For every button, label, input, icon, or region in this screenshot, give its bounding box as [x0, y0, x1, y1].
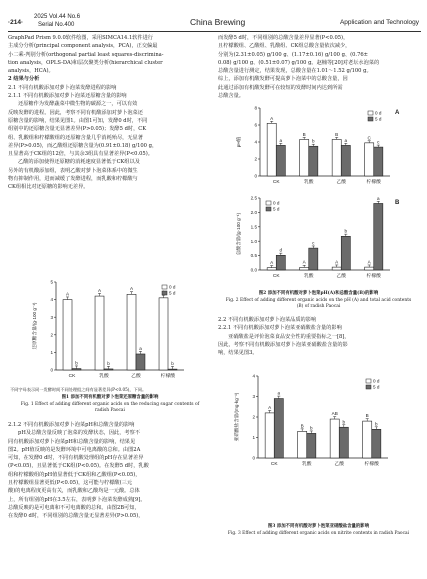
y-tick-label: 2 — [254, 156, 257, 162]
figure-1-caption-cn: 图1 添加不同有机酸对萝卜泡菜还原糖含量的影响 — [61, 395, 159, 400]
left-column-bottom — [8, 421, 209, 521]
figure-1-caption-en: Fig. 1 Effect of adding different organic acids on the reducing sugar contents of radish Paocai — [20, 402, 200, 413]
x-tick-label: 乳酸 — [303, 180, 314, 185]
section-heading-2-1: 2.1 不同有机酸添加对萝卜泡菜发酵进程的影响 — [8, 84, 117, 91]
x-tick-label: 柠檬酸 — [366, 274, 381, 279]
bar — [265, 413, 274, 458]
significance-label: a — [279, 137, 283, 143]
bar — [127, 294, 136, 370]
bar — [63, 300, 72, 370]
figure-3-chart — [232, 370, 404, 470]
bar — [365, 143, 374, 176]
significance-label: a — [139, 345, 142, 351]
bar — [95, 296, 104, 370]
bar — [159, 298, 168, 370]
bar — [332, 139, 341, 176]
significance-label: a — [277, 390, 281, 396]
y-axis-label: pH值 — [236, 136, 241, 148]
paragraph-nitrite: 亚硝酸盐是评价泡菜食品安全性的重要指标之一[8]， 因此，考察不同有机酸添加对萝卜泡菜亚硝酸盐含量的影 响，结果见图3。 — [218, 333, 350, 357]
y-tick-label: 8 — [254, 105, 257, 111]
section-heading-2-2: 2.2 不同有机酸添加对萝卜泡菜品质的影响 — [218, 317, 317, 323]
y-tick-label: 0 — [252, 455, 255, 461]
y-tick-label: 0 — [254, 173, 257, 179]
y-tick-label: 0.5 — [250, 253, 257, 259]
bar — [307, 433, 316, 458]
bar — [374, 203, 383, 270]
y-tick-label: 2.0 — [250, 210, 257, 215]
y-axis-label: 总酸含量/(g·100 g⁻¹) — [236, 212, 241, 256]
right-column — [218, 34, 419, 100]
legend-label: 5 d — [273, 206, 280, 212]
legend-swatch — [266, 201, 271, 205]
serial-info: Serial No.400 — [38, 22, 75, 28]
legend-label: 5 d — [169, 290, 176, 296]
y-axis-label: 亚硝酸盐含量/(mg·kg⁻¹) — [234, 392, 239, 442]
y-tick-label: 3 — [50, 314, 53, 320]
bar — [332, 267, 341, 270]
significance-label: A — [270, 115, 274, 121]
bar — [309, 248, 318, 270]
bar — [309, 146, 318, 176]
bar — [136, 354, 145, 370]
y-tick-label: 4 — [50, 297, 53, 303]
significance-label: B — [300, 423, 304, 429]
y-tick-label: 2.5 — [250, 195, 257, 201]
significance-label: b — [344, 228, 348, 234]
right-column-middle — [218, 316, 419, 357]
legend-label: 0 d — [273, 200, 280, 206]
bar — [276, 255, 285, 270]
section-heading-2: 2 结果与分析 — [8, 76, 40, 83]
figure-1-note: 不同字母表示同一发酵时间不同处理组之间有显著差异(P<0.05)，下同。 — [10, 387, 147, 392]
bar — [363, 421, 372, 458]
significance-label: A — [129, 286, 134, 292]
legend-swatch — [162, 285, 167, 289]
legend-swatch — [162, 291, 167, 295]
significance-label: B — [302, 131, 306, 137]
y-tick-label: 5 — [50, 279, 53, 285]
y-tick-label: 1 — [50, 350, 53, 355]
significance-label: c — [312, 240, 315, 246]
intro-paragraph: GraphPad Prism 9.0.0软件绘图，采用SIMCA14.1软件进行 主成分分析(principal component analysis，PCA)，正交偏最 小二乘-判别分析(orthogonal partial least squares-discrimina- tion analysis，OPLS-DA)和层次聚类分析(hierarchical cluster analysis，HCA)。 — [8, 35, 164, 75]
significance-label: A — [268, 404, 272, 410]
y-tick-label: 0.0 — [250, 267, 257, 273]
bar — [339, 427, 348, 458]
x-tick-label: 乳酸 — [99, 374, 109, 379]
section-category: Application and Technology — [339, 19, 419, 26]
significance-label: A — [335, 259, 339, 265]
x-tick-label: 乳酸 — [303, 274, 314, 279]
panel-label: A — [395, 110, 400, 116]
x-tick-label: 乙酸 — [336, 274, 347, 279]
significance-label: A — [97, 287, 102, 293]
bar — [300, 139, 309, 176]
x-tick-label: CK — [270, 462, 278, 467]
figure-1-chart — [30, 276, 195, 383]
y-tick-label: 3 — [252, 394, 255, 400]
paragraph-reducing-sugar: 还原糖作为发酵蔬菜中微生物的碳源之一，可以有效 反映发酵的进程。因此，考察不同有机酸添加对萝卜泡菜还 原糖含量的影响，结果见图1。由图1可知，发酵0 d时，不同 组别中的还原糖含量无显著差异(P>0.05)；发酵5 d时，CK 组、乳酸组和柠檬酸组的还原糖含量几乎消耗殆尽，无显著 差异(P>0.05)，而乙酸组还原糖含量为(0.91±0.18) g/100 g， 且显著高于CK组的12倍，与其余3组具有显著差异(P<0.05)。 乙酸的添加使得还原糖的消耗速度显著低于CK组以及 另外的有机酸添加组，表明乙酸对萝卜泡菜体系中的微生 物有抑制作用，进而减缓了发酵进程，而乳酸和柠檬酸与 CK组相比对还原糖的影响无差异。 — [8, 101, 158, 191]
x-tick-label: 乙酸 — [334, 462, 345, 467]
y-tick-label: 1.0 — [250, 238, 257, 244]
y-tick-label: 1.5 — [250, 224, 257, 230]
journal-name: China Brewing — [190, 17, 246, 27]
y-tick-label: 4 — [254, 139, 257, 145]
legend-swatch — [366, 385, 371, 389]
bar — [104, 369, 113, 370]
figure-2-caption-cn: 图2 添加不同有机酸对萝卜泡菜pH(A)和总酸含量(B)的影响 — [258, 291, 379, 296]
legend-swatch — [368, 117, 373, 121]
bar — [267, 123, 276, 176]
significance-label: b — [171, 360, 174, 366]
paragraph-ph-total-acid: pH及总酸含量反映了泡菜的发酵状态，因此，考察不 同有机酸添加对萝卜泡菜pH和总酸含量的影响，结果见 图2。pH值反映的是发酵环境中可电离酸的总和。由图2A 可知，在发酵0 d时，不同有机酸处理组的pH存在显著差异 (P<0.05)，且显著低于CK组(P<0.05)。在发酵5 d时，乳酸 组和柠檬酸组的pH值显著低于CK组和乙酸组(P<0.05)， 且柠檬酸组显著更低(P<0.05)，这可能与柠檬酸(三元 酸)的电离程度更高有关，而乳酸和乙酸均是一元酸。总体 上，所有组别的pH在3.5左右，表明萝卜泡菜发酵成熟[9]。 总酸反映的是可电离和不可电离酸的总和。由图2B可知， 在发酵0 d时，不同组别的总酸含量无显著差异(P>0.05)， — [8, 430, 149, 520]
figure-2a-chart — [234, 104, 406, 189]
x-tick-label: 乙酸 — [336, 180, 347, 185]
figure-2-caption-en: Fig. 2 Effect of adding different organic acids on the pH (A) and total acid contents (B) of radish Paocai — [225, 298, 412, 309]
bar — [365, 267, 374, 270]
significance-label: C — [367, 135, 371, 141]
x-tick-label: CK — [272, 274, 280, 279]
header-rule — [8, 31, 421, 32]
bar — [330, 419, 339, 458]
significance-label: c — [377, 139, 380, 145]
x-tick-label: 乳酸 — [301, 462, 312, 467]
section-heading-2-1-1: 2.1.1 不同有机酸添加对萝卜泡菜还原糖含量的影响 — [8, 93, 127, 100]
significance-label: b — [75, 360, 78, 366]
bar — [267, 268, 276, 270]
x-tick-label: 柠檬酸 — [160, 374, 176, 379]
left-column — [8, 34, 209, 192]
figure-3-caption-en: Fig. 3 Effect of adding different organic acids on nitrite contents in radish Paocai — [227, 531, 410, 536]
figure-2b-chart — [234, 192, 406, 284]
y-tick-label: 4 — [252, 373, 255, 379]
y-tick-label: 1 — [252, 435, 255, 441]
legend-label: 5 d — [375, 116, 382, 122]
significance-label: A — [367, 259, 371, 265]
significance-label: A — [302, 259, 306, 265]
significance-label: b — [342, 419, 346, 425]
significance-label: A — [65, 291, 70, 297]
legend-label: 0 d — [169, 284, 176, 290]
x-tick-label: 柠檬酸 — [364, 462, 379, 467]
significance-label: b — [375, 421, 378, 427]
section-heading-2-2-1: 2.2.1 不同有机酸添加对萝卜泡菜亚硝酸盐含量的影响 — [218, 325, 342, 332]
legend-label: 5 d — [373, 384, 380, 390]
page-number: ·214· — [8, 19, 24, 26]
legend-swatch — [266, 207, 271, 211]
bar — [341, 145, 350, 176]
bar — [168, 369, 177, 370]
x-tick-label: CK — [272, 180, 280, 185]
legend-label: 0 d — [375, 110, 382, 116]
y-axis-label: 还原糖含量/(g·100 g⁻¹) — [32, 302, 37, 350]
paragraph-total-acid-cont: 而发酵5 d时，不同组别的总酸含量差异显著(P<0.05)， 且柠檬酸组、乙酸组、乳酸组、CK组总酸含量依次减少， 分别为(2.31±0.05) g/100 g、(1.17±0.16) g/100 g、(0.76± 0.08) g/100 g、(0.51±0.07) g/100 g。赵楠等[20]对老坛水泡菜的 总酸含量进行测定，结果发现，总酸含量在1.01～1.52 g/100 g。 综上，添加有机酸发酵可提高萝卜泡菜中的总酸含量，因 此通过添加有机酸发酵可在较短的发酵时间内达到所需 总酸含量。 — [218, 35, 380, 100]
significance-label: a — [344, 137, 348, 143]
significance-label: d — [279, 247, 283, 253]
x-tick-label: 柠檬酸 — [366, 180, 381, 185]
legend-swatch — [366, 379, 371, 383]
figure-3-caption-cn: 图3 添加不同有机酸对萝卜泡菜亚硝酸盐含量的影响 — [267, 524, 370, 529]
section-heading-2-1-2: 2.1.2 不同有机酸添加对萝卜泡菜pH和总酸含量的影响 — [8, 422, 135, 428]
significance-label: b — [312, 138, 315, 144]
significance-label: a — [377, 195, 380, 201]
bar — [276, 145, 285, 176]
y-tick-label: 6 — [254, 122, 257, 128]
bar — [372, 429, 381, 458]
panel-label: B — [395, 200, 400, 206]
bar — [374, 147, 383, 176]
significance-label: B — [335, 131, 339, 137]
bar — [72, 369, 81, 370]
bar — [341, 236, 350, 270]
bar — [300, 267, 309, 270]
y-tick-label: 2 — [50, 332, 53, 338]
x-tick-label: CK — [68, 374, 76, 379]
y-tick-label: 0 — [50, 367, 53, 373]
significance-label: B — [365, 413, 369, 419]
x-tick-label: 乙酸 — [131, 374, 141, 379]
significance-label: b — [107, 360, 110, 366]
significance-label: b — [310, 425, 313, 431]
bar — [298, 431, 307, 458]
y-tick-label: 2 — [252, 414, 255, 420]
legend-swatch — [368, 111, 373, 115]
legend-label: 0 d — [373, 378, 380, 384]
volume-info: 2025 Vol.44 No.6 — [34, 14, 81, 20]
significance-label: AB — [331, 411, 338, 417]
bar — [274, 399, 283, 458]
significance-label: A — [270, 260, 274, 266]
